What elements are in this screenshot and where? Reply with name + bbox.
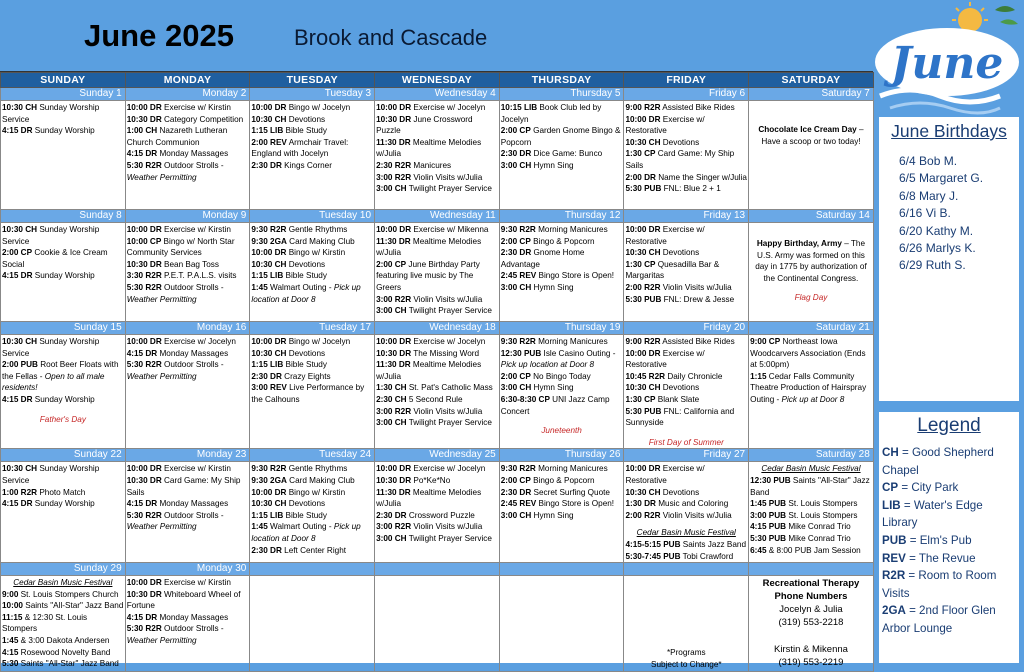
legend-code: REV bbox=[882, 551, 906, 565]
day-cell bbox=[125, 101, 250, 210]
day-cell bbox=[624, 576, 749, 672]
event-item: 10:00 DR Bingo w/ Kirstin bbox=[251, 487, 346, 497]
birthdays-panel bbox=[879, 117, 1019, 401]
event-item: 9:30 R2R Gentle Rhythms bbox=[251, 225, 348, 234]
birthdays-list bbox=[899, 153, 1019, 275]
calendar-grid bbox=[0, 71, 873, 669]
event-item: 1:15 LIB Bible Study bbox=[251, 360, 327, 370]
day-cell bbox=[749, 576, 874, 672]
event-item: 10:00 DR Bingo w/ Jocelyn bbox=[251, 337, 351, 346]
legend-item bbox=[882, 602, 1016, 637]
event-item: 10:00 DR Exercise w/ Jocelyn bbox=[376, 337, 486, 346]
event-item: 3:00 CH Hymn Sing bbox=[500, 160, 574, 170]
birthday-item: 6/26 Marlys K. bbox=[899, 241, 976, 256]
date-label: Monday 2 bbox=[125, 88, 250, 101]
event-item: 10:00 DR Exercise w/ Mikenna bbox=[376, 225, 489, 234]
event-item: 10:30 CH Devotions bbox=[625, 137, 700, 147]
event-item: 4:15 DR Monday Massages bbox=[126, 612, 229, 622]
date-label: Sunday 29 bbox=[1, 563, 126, 576]
legend-title: Legend bbox=[917, 415, 981, 436]
day-cell bbox=[125, 223, 250, 322]
month-title: June 2025 bbox=[84, 18, 234, 53]
event-item: 12:30 PUB Isle Casino Outing - Pick up location at Door 8 bbox=[500, 348, 616, 370]
date-label: Monday 9 bbox=[125, 210, 250, 223]
event-item: Recreational Therapy Phone Numbers bbox=[762, 578, 860, 603]
event-item: 4:15 DR Sunday Worship bbox=[2, 394, 95, 404]
date-label: Tuesday 3 bbox=[250, 88, 375, 101]
event-item: 9:30 2GA Card Making Club bbox=[251, 475, 355, 485]
event-item: 2:30 DR Gnome Home Advantage bbox=[500, 248, 585, 269]
week-5-dates bbox=[1, 563, 874, 576]
event-item: 10:00 DR Bingo w/ Kirstin bbox=[251, 248, 346, 258]
date-label bbox=[375, 563, 500, 576]
event-item: 4:15 Rosewood Novelty Band bbox=[2, 647, 111, 657]
event-item: 10:30 CH Devotions bbox=[251, 348, 326, 358]
event-item: 4:15 DR Sunday Worship bbox=[2, 271, 95, 281]
event-item: 2:30 DR Crossword Puzzle bbox=[376, 510, 475, 520]
event-item: 10:00 CP Bingo w/ North Star Community Services bbox=[126, 236, 235, 258]
birthday-item: 6/29 Ruth S. bbox=[899, 258, 966, 273]
day-cell bbox=[375, 101, 500, 210]
event-item: Kirstin & Mikenna bbox=[774, 644, 848, 656]
day-cell bbox=[125, 576, 250, 672]
weekday-tuesday: TUESDAY bbox=[250, 73, 375, 88]
event-item: Flag Day bbox=[794, 293, 828, 303]
legend-item bbox=[882, 550, 1016, 568]
event-item: 10:00 DR Exercise w/ Restorative bbox=[625, 114, 705, 136]
weekday-monday: MONDAY bbox=[125, 73, 250, 88]
sun-icon bbox=[958, 8, 982, 32]
week-5-events bbox=[1, 576, 874, 672]
event-item: 9:00 R2R Assisted Bike Rides bbox=[625, 103, 735, 112]
date-label bbox=[250, 563, 375, 576]
day-cell bbox=[250, 335, 375, 449]
legend-item bbox=[882, 497, 1016, 532]
event-item: 2:30 DR Kings Corner bbox=[251, 160, 332, 170]
legend-desc: = The Revue bbox=[905, 551, 976, 565]
weekday-saturday: SATURDAY bbox=[749, 73, 874, 88]
event-item: 5:30 PUB FNL: California and Sunnyside bbox=[625, 406, 735, 428]
event-item: 10:30 DR Bean Bag Toss bbox=[126, 259, 219, 269]
legend-desc: = Water's Edge Library bbox=[882, 498, 983, 530]
date-label: Tuesday 24 bbox=[250, 449, 375, 462]
week-3-dates bbox=[1, 322, 874, 335]
event-item: 3:00 R2R Violin Visits w/Julia bbox=[376, 406, 483, 416]
event-item: 10:15 LIB Book Club led by Jocelyn bbox=[500, 103, 602, 124]
event-item: 1:15 LIB Bible Study bbox=[251, 510, 327, 520]
event-item: 3:00 R2R Violin Visits w/Julia bbox=[376, 522, 483, 532]
june-logo bbox=[870, 0, 1024, 118]
day-cell bbox=[749, 223, 874, 322]
event-item: 10:00 DR Exercise w/ Jocelyn bbox=[126, 337, 236, 346]
day-cell bbox=[499, 335, 624, 449]
date-label bbox=[624, 563, 749, 576]
day-cell bbox=[250, 101, 375, 210]
event-item: 5:30 PUB Mike Conrad Trio bbox=[750, 533, 851, 543]
day-cell bbox=[375, 223, 500, 322]
legend-item bbox=[882, 532, 1016, 550]
birthday-item: 6/5 Margaret G. bbox=[899, 171, 984, 186]
legend-desc: = City Park bbox=[898, 481, 959, 495]
day-cell bbox=[624, 223, 749, 322]
date-label: Tuesday 10 bbox=[250, 210, 375, 223]
event-item: 5:30 Saints "All-Star" Jazz Band bbox=[2, 659, 119, 669]
date-label: Wednesday 11 bbox=[375, 210, 500, 223]
legend-item bbox=[882, 567, 1016, 602]
event-item: Cedar Basin Music Festival bbox=[636, 528, 736, 538]
event-item: Father's Day bbox=[39, 414, 86, 424]
legend-code: 2GA bbox=[882, 604, 906, 618]
event-item: 4:15 DR Sunday Worship bbox=[2, 499, 95, 509]
event-item: 2:00 DR Name the Singer w/Julia bbox=[625, 172, 747, 182]
event-item: 10:30 DR Po*Ke*No bbox=[376, 475, 451, 485]
event-item: 1:30 CH St. Pat's Catholic Mass bbox=[376, 383, 493, 393]
date-label: Monday 23 bbox=[125, 449, 250, 462]
event-item: 11:30 DR Mealtime Melodies w/Julia bbox=[376, 137, 482, 159]
event-item: 2:00 CP Garden Gnome Bingo & Popcorn bbox=[500, 126, 621, 147]
date-label: Friday 13 bbox=[624, 210, 749, 223]
birthday-item: 6/16 Vi B. bbox=[899, 206, 951, 221]
event-item: 1:30 CP Card Game: My Ship Sails bbox=[625, 149, 735, 170]
day-cell bbox=[375, 335, 500, 449]
event-item: 10:30 CH Devotions bbox=[251, 259, 326, 269]
date-label: Saturday 14 bbox=[749, 210, 874, 223]
week-1-events bbox=[1, 101, 874, 210]
event-item: 3:00 CH Hymn Sing bbox=[500, 383, 574, 393]
day-cell bbox=[624, 335, 749, 449]
date-label: Saturday 7 bbox=[749, 88, 874, 101]
birthdays-title: June Birthdays bbox=[891, 121, 1007, 141]
weekday-friday: FRIDAY bbox=[624, 73, 749, 88]
day-cell bbox=[1, 576, 126, 672]
event-item: 2:45 REV Bingo Store is Open! bbox=[500, 271, 615, 281]
day-cell bbox=[749, 101, 874, 210]
date-label: Sunday 22 bbox=[1, 449, 126, 462]
event-item: 9:30 R2R Morning Manicures bbox=[500, 464, 608, 474]
event-item: 2:30 DR Secret Surfing Quote bbox=[500, 487, 610, 497]
date-label: Wednesday 4 bbox=[375, 88, 500, 101]
june-logo-art bbox=[870, 0, 1024, 118]
event-item: 1:15 LIB Bible Study bbox=[251, 126, 327, 136]
event-item: 3:30 R2R P.E.T. P.A.L.S. visits bbox=[126, 271, 237, 281]
event-item: (319) 553-2218 bbox=[778, 617, 844, 629]
event-item: 2:00 REV Armchair Travel: England with Jocelyn bbox=[251, 137, 349, 159]
event-item: 10:00 DR Exercise w/ Restorative bbox=[625, 464, 705, 485]
event-item: 10:30 CH Sunday Worship Service bbox=[2, 337, 100, 358]
event-item: 5:30 PUB FNL: Drew & Jesse bbox=[625, 294, 735, 304]
day-cell bbox=[375, 576, 500, 672]
date-label: Thursday 26 bbox=[499, 449, 624, 462]
day-cell bbox=[125, 462, 250, 563]
event-item: 1:30 CP Quesadilla Bar & Margaritas bbox=[625, 259, 720, 281]
day-cell bbox=[749, 462, 874, 563]
date-label bbox=[499, 563, 624, 576]
event-item: 10:30 DR June Crossword Puzzle bbox=[376, 114, 473, 136]
facility-name: Brook and Cascade bbox=[294, 25, 488, 50]
event-item: 10:00 DR Exercise w/ Kirstin bbox=[126, 103, 231, 112]
day-cell bbox=[624, 101, 749, 210]
event-item: 10:00 DR Exercise w/ Kirstin bbox=[126, 464, 231, 474]
event-item: 1:00 CH Nazareth Lutheran Church Communion bbox=[126, 126, 228, 147]
day-cell bbox=[624, 462, 749, 563]
week-2-events bbox=[1, 223, 874, 322]
event-item: 10:00 DR Exercise w/ Restorative bbox=[625, 225, 705, 246]
date-label: Tuesday 17 bbox=[250, 322, 375, 335]
event-item: 10:00 DR Exercise w/ Jocelyn bbox=[376, 103, 486, 112]
day-cell bbox=[1, 223, 126, 322]
event-item: 9:00 CP Northeast Iowa Woodcarvers Association (Ends at 5:00pm) bbox=[750, 337, 866, 370]
event-item: 2:00 PUB Root Beer Floats with the Fellas - Open to all male residents! bbox=[2, 360, 119, 393]
event-item: 3:00 R2R Violin Visits w/Julia bbox=[376, 172, 483, 182]
day-cell bbox=[499, 462, 624, 563]
legend-code: PUB bbox=[882, 533, 907, 547]
event-item: Happy Birthday, Army – The U.S. Army was formed on this day in 1775 by authorization of the Continental Congress. bbox=[755, 239, 867, 283]
week-3-events bbox=[1, 335, 874, 449]
event-item: 1:15 Cedar Falls Community Theatre Production of Hairspray Outing - Pick up at Door 8 bbox=[750, 371, 867, 404]
date-label: Saturday 28 bbox=[749, 449, 874, 462]
event-item: (319) 553-2219 bbox=[778, 657, 844, 669]
day-cell bbox=[250, 462, 375, 563]
event-item: 3:00 CH Hymn Sing bbox=[500, 282, 574, 292]
event-item: 10:30 DR Category Competition bbox=[126, 114, 244, 124]
event-item: 10:30 DR Whiteboard Wheel of Fortune bbox=[126, 589, 241, 611]
event-item: 5:30 R2R Outdoor Strolls - Weather Permitting bbox=[126, 282, 224, 304]
event-item: Juneteenth bbox=[541, 426, 582, 436]
event-item: 2:00 CP No Bingo Today bbox=[500, 371, 591, 381]
event-item: 2:00 CP Bingo & Popcorn bbox=[500, 236, 595, 246]
event-item: 3:00 CH Hymn Sing bbox=[500, 510, 574, 520]
date-label: Sunday 8 bbox=[1, 210, 126, 223]
date-label: Sunday 15 bbox=[1, 322, 126, 335]
date-label: Friday 27 bbox=[624, 449, 749, 462]
event-item: 10:00 DR Exercise w/ Kirstin bbox=[126, 578, 231, 588]
legend-desc: = 2nd Floor Glen Arbor Lounge bbox=[882, 604, 996, 635]
event-item: 12:30 PUB Saints "All-Star" Jazz Band bbox=[750, 475, 870, 497]
event-item: 9:30 R2R Morning Manicures bbox=[500, 225, 608, 234]
day-cell bbox=[250, 223, 375, 322]
event-item: 2:30 DR Left Center Right bbox=[251, 545, 347, 555]
leaf-icon bbox=[995, 6, 1015, 12]
event-item: 1:45 & 3:00 Dakota Andersen bbox=[2, 636, 110, 646]
event-item: 2:45 REV Bingo Store is Open! bbox=[500, 499, 615, 509]
day-cell bbox=[375, 462, 500, 563]
event-item: 3:00 REV Live Performance by the Calhouns bbox=[251, 383, 365, 404]
event-item: 2:30 CH 5 Second Rule bbox=[376, 394, 463, 404]
event-item: 1:45 Walmart Outing - Pick up location at Door 8 bbox=[251, 282, 361, 304]
date-label: Wednesday 18 bbox=[375, 322, 500, 335]
birthday-item: 6/4 Bob M. bbox=[899, 154, 958, 168]
event-item: Jocelyn & Julia bbox=[779, 604, 843, 616]
event-item: 9:30 R2R Gentle Rhythms bbox=[251, 464, 348, 474]
day-cell bbox=[749, 335, 874, 449]
event-item: 10:30 CH Sunday Worship Service bbox=[2, 103, 100, 124]
legend-desc: = Good Shepherd Chapel bbox=[882, 446, 994, 477]
week-1-dates bbox=[1, 88, 874, 101]
event-item: 10:45 R2R Daily Chronicle bbox=[625, 371, 723, 381]
date-label: Monday 16 bbox=[125, 322, 250, 335]
event-item: 10:30 CH Devotions bbox=[625, 383, 700, 393]
birthday-item: 6/8 Mary J. bbox=[899, 188, 959, 203]
event-item: 2:00 R2R Violin Visits w/Julia bbox=[625, 282, 732, 292]
event-item: 3:00 CH Twilight Prayer Service bbox=[376, 533, 492, 543]
event-item: 3:00 PUB St. Louis Stompers bbox=[750, 510, 858, 520]
event-item: 9:00 R2R Assisted Bike Rides bbox=[625, 337, 735, 346]
event-item: 3:00 CH Twilight Prayer Service bbox=[376, 306, 492, 316]
event-item: 4:15 PUB Mike Conrad Trio bbox=[750, 522, 851, 532]
event-item: 10:30 DR The Missing Word bbox=[376, 348, 480, 358]
day-cell bbox=[125, 335, 250, 449]
legend-code: R2R bbox=[882, 569, 906, 583]
event-item: 3:00 CH Twilight Prayer Service bbox=[376, 418, 492, 428]
event-item: 1:00 R2R Photo Match bbox=[2, 487, 86, 497]
event-item: 2:00 CP June Birthday Party featuring live music by The Greers bbox=[376, 259, 480, 292]
event-item: 10:00 Saints "All-Star" Jazz Band bbox=[2, 601, 124, 611]
event-item: 4:15 DR Sunday Worship bbox=[2, 126, 95, 136]
event-item: 5:30 R2R Outdoor Strolls - Weather Permitting bbox=[126, 624, 224, 646]
event-item: 10:00 DR Exercise w/ Jocelyn bbox=[376, 464, 486, 474]
event-item: 3:00 CH Twilight Prayer Service bbox=[376, 184, 492, 194]
event-item: 4:15-5:15 PUB Saints Jazz Band bbox=[625, 539, 747, 549]
event-item: 6:30-8:30 CP UNI Jazz Camp Concert bbox=[500, 394, 610, 416]
event-item: 1:30 CP Blank Slate bbox=[625, 394, 700, 404]
birthday-item: 6/20 Kathy M. bbox=[899, 223, 974, 238]
event-item: 10:30 CH Devotions bbox=[625, 248, 700, 258]
week-2-dates bbox=[1, 210, 874, 223]
legend-panel bbox=[879, 412, 1019, 663]
event-item: 9:00 St. Louis Stompers Church bbox=[2, 589, 119, 599]
event-item: 5:30-7:45 PUB Tobi Crawford bbox=[625, 551, 734, 561]
event-item: 2:30 R2R Manicures bbox=[376, 160, 452, 170]
day-cell bbox=[499, 576, 624, 672]
event-item: *Programs bbox=[666, 648, 706, 658]
calendar-header bbox=[0, 0, 870, 70]
event-item: 10:30 CH Sunday Worship Service bbox=[2, 225, 100, 246]
event-item: 4:15 DR Monday Massages bbox=[126, 499, 229, 509]
date-label bbox=[749, 563, 874, 576]
day-cell bbox=[250, 576, 375, 672]
legend-item bbox=[882, 444, 1016, 479]
event-item: 4:15 DR Monday Massages bbox=[126, 149, 229, 159]
date-label: Thursday 19 bbox=[499, 322, 624, 335]
event-item: 11:30 DR Mealtime Melodies w/Julia bbox=[376, 360, 482, 381]
event-item: 5:30 R2R Outdoor Strolls - Weather Permitting bbox=[126, 160, 224, 182]
event-item: 2:00 CP Bingo & Popcorn bbox=[500, 475, 595, 485]
legend-code: CH bbox=[882, 446, 899, 459]
event-item: 9:30 2GA Card Making Club bbox=[251, 236, 355, 246]
date-label: Saturday 21 bbox=[749, 322, 874, 335]
legend-list bbox=[882, 444, 1016, 638]
week-4-dates bbox=[1, 449, 874, 462]
date-label: Thursday 5 bbox=[499, 88, 624, 101]
week-4-events bbox=[1, 462, 874, 563]
event-item: 10:00 DR Exercise w/ Kirstin bbox=[126, 225, 231, 234]
event-item: 2:30 DR Dice Game: Bunco bbox=[500, 149, 603, 159]
event-item: 10:30 CH Sunday Worship Service bbox=[2, 464, 100, 485]
event-item: 5:30 PUB FNL: Blue 2 + 1 bbox=[625, 184, 721, 194]
event-item: Subject to Change* bbox=[651, 659, 722, 669]
event-item: 11:30 DR Mealtime Melodies w/Julia bbox=[376, 236, 482, 258]
event-item: Chocolate Ice Cream Day – Have a scoop or two today! bbox=[758, 125, 864, 146]
date-label: Sunday 1 bbox=[1, 88, 126, 101]
event-item: 1:45 Walmart Outing - Pick up location at Door 8 bbox=[251, 522, 361, 543]
legend-code: CP bbox=[882, 481, 899, 495]
event-item: 5:30 R2R Outdoor Strolls - Weather Permitting bbox=[126, 360, 224, 381]
event-item: 10:00 DR Exercise w/ Restorative bbox=[625, 348, 705, 370]
event-item: 2:00 R2R Violin Visits w/Julia bbox=[625, 510, 732, 520]
weekday-wednesday: WEDNESDAY bbox=[375, 73, 500, 88]
event-item: 4:15 DR Monday Massages bbox=[126, 348, 229, 358]
event-item: Cedar Basin Music Festival bbox=[13, 578, 113, 588]
date-label: Thursday 12 bbox=[499, 210, 624, 223]
event-item: 10:00 DR Bingo w/ Jocelyn bbox=[251, 103, 351, 112]
event-item: 1:30 DR Music and Coloring bbox=[625, 499, 729, 509]
event-item: 3:00 R2R Violin Visits w/Julia bbox=[376, 294, 483, 304]
event-item: Cedar Basin Music Festival bbox=[761, 464, 861, 474]
day-cell bbox=[499, 223, 624, 322]
day-cell bbox=[1, 101, 126, 210]
event-item: 11:30 DR Mealtime Melodies w/Julia bbox=[376, 487, 482, 509]
logo-text: June bbox=[890, 38, 1004, 89]
weekday-thursday: THURSDAY bbox=[499, 73, 624, 88]
event-item: 5:30 R2R Outdoor Strolls - Weather Permitting bbox=[126, 510, 224, 532]
weekday-header-row bbox=[1, 73, 874, 88]
event-item: 9:30 R2R Morning Manicures bbox=[500, 337, 608, 346]
event-item: First Day of Summer bbox=[648, 437, 724, 447]
day-cell bbox=[1, 462, 126, 563]
event-item: 1:45 PUB St. Louis Stompers bbox=[750, 499, 858, 509]
event-item: 10:30 DR Card Game: My Ship Sails bbox=[126, 475, 241, 497]
event-item: 10:30 CH Devotions bbox=[251, 114, 326, 124]
date-label: Monday 30 bbox=[125, 563, 250, 576]
weekday-sunday: SUNDAY bbox=[1, 73, 126, 88]
date-label: Friday 6 bbox=[624, 88, 749, 101]
event-item: 2:30 DR Crazy Eights bbox=[251, 371, 331, 381]
leaf-icon-2 bbox=[1000, 19, 1018, 24]
event-item: 10:30 CH Devotions bbox=[625, 487, 700, 497]
date-label: Wednesday 25 bbox=[375, 449, 500, 462]
event-item: 10:30 CH Devotions bbox=[251, 499, 326, 509]
day-cell bbox=[499, 101, 624, 210]
legend-item bbox=[882, 479, 1016, 497]
wave-icon-2 bbox=[890, 103, 1000, 113]
event-item: 2:00 CP Cookie & Ice Cream Social bbox=[2, 248, 108, 269]
event-item: 6:45 & 8:00 PUB Jam Session bbox=[750, 545, 861, 555]
legend-desc: = Room to Room Visits bbox=[882, 569, 997, 600]
legend-code: LIB bbox=[882, 498, 901, 512]
day-cell bbox=[1, 335, 126, 449]
legend-desc: = Elm's Pub bbox=[906, 533, 972, 547]
event-item: 11:15 & 12:30 St. Louis Stompers bbox=[2, 612, 88, 634]
date-label: Friday 20 bbox=[624, 322, 749, 335]
event-item: 1:15 LIB Bible Study bbox=[251, 271, 327, 281]
